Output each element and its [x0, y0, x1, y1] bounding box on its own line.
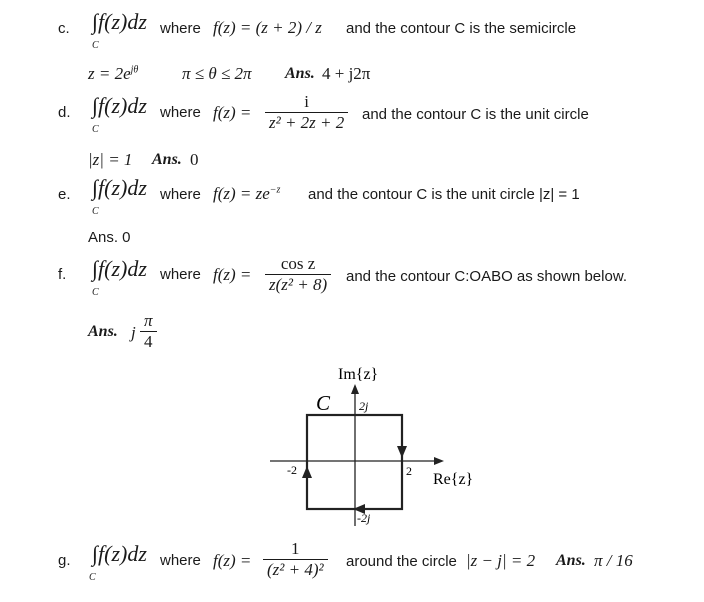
problem-f-text: and the contour C:OABO as shown below. — [346, 268, 627, 285]
problem-c-letter: c. — [58, 20, 70, 37]
problem-c-text: and the contour C is the semicircle — [346, 20, 577, 37]
problem-g-letter: g. — [58, 552, 71, 569]
tick-label-bottom: -2j — [357, 511, 371, 525]
problem-f-ans-numerator: π — [144, 311, 153, 330]
problem-g-fraction — [263, 539, 328, 580]
tick-label-left: -2 — [287, 463, 297, 477]
problem-c-contour-param: $z = 2e^{j\theta}$ — [88, 64, 139, 83]
imag-axis-arrow — [351, 384, 359, 394]
problem-f-ans-label: Ans. — [88, 323, 118, 340]
problem-g-text: around the circle — [346, 553, 457, 570]
problem-g-integral: ∫f(z)dz — [92, 541, 147, 566]
problem-f-ans-denominator: 4 — [140, 331, 157, 352]
problem-c-ans-label: Ans. — [285, 65, 315, 82]
tick-label-right: 2 — [406, 464, 412, 478]
problem-c-range: π ≤ θ ≤ 2π — [182, 64, 252, 83]
problem-f-ans-j: j — [131, 323, 136, 342]
problem-d-ans-label: Ans. — [152, 151, 182, 168]
problem-e-text: and the contour C is the unit circle |z| = 1 — [308, 186, 580, 203]
problem-d-function-lhs: f(z) = — [213, 103, 252, 122]
tick-label-top: 2j — [359, 399, 369, 413]
problem-g-contour-sub: C — [89, 572, 96, 583]
problem-f-integral: ∫f(z)dz — [92, 256, 147, 281]
problem-d-denominator: z² + 2z + 2 — [265, 112, 348, 133]
problem-c-where: where — [160, 20, 201, 37]
problem-f-denominator: z(z² + 8) — [265, 274, 331, 295]
contour-label-c: C — [316, 391, 331, 415]
real-axis-arrow — [434, 457, 444, 465]
problem-d-contour-sub: C — [92, 124, 99, 135]
real-axis-label: Re{z} — [433, 471, 474, 488]
problem-d-integral: ∫f(z)dz — [92, 93, 147, 118]
problem-c-ans-value: 4 + j2π — [322, 64, 371, 83]
problem-f-contour-sub: C — [92, 287, 99, 298]
problem-f-letter: f. — [58, 266, 67, 283]
problem-e-contour-sub: C — [92, 206, 99, 217]
arrow-up-left-side — [302, 466, 312, 478]
problem-c-function: f(z) = (z + 2) / z — [213, 18, 322, 37]
problem-g-numerator: 1 — [291, 539, 300, 558]
problem-g-where: where — [160, 552, 201, 569]
problem-e-integral: ∫f(z)dz — [92, 175, 147, 200]
problem-f-numerator: cos z — [280, 254, 316, 273]
problem-g-denominator: (z² + 4)² — [263, 559, 328, 580]
problem-d-letter: d. — [58, 104, 71, 121]
problem-f-where: where — [160, 266, 201, 283]
problem-g-circle: |z − j| = 2 — [466, 551, 536, 570]
problem-g-function-lhs: f(z) = — [213, 551, 252, 570]
problem-e-letter: e. — [58, 186, 71, 203]
arrow-down-right-side — [397, 446, 407, 458]
problem-e-where: where — [160, 186, 201, 203]
problem-d-text: and the contour C is the unit circle — [362, 106, 589, 123]
problem-g-ans-value: π / 16 — [594, 551, 633, 570]
problem-e-ans: Ans. 0 — [88, 229, 131, 246]
problem-d-where: where — [160, 104, 201, 121]
problem-c-contour-sub: C — [92, 40, 99, 51]
problem-c-integral: ∫f(z)dz — [92, 9, 147, 34]
problem-g-ans-label: Ans. — [556, 552, 586, 569]
problem-d-numerator: i — [304, 92, 309, 111]
problem-f-function-lhs: f(z) = — [213, 265, 252, 284]
problem-d-circle: |z| = 1 — [88, 150, 133, 169]
imag-axis-label: Im{z} — [338, 366, 379, 383]
problem-d-ans-value: 0 — [190, 150, 199, 169]
problem-e-function: $f(z) = ze^{-z}$ — [213, 184, 281, 203]
